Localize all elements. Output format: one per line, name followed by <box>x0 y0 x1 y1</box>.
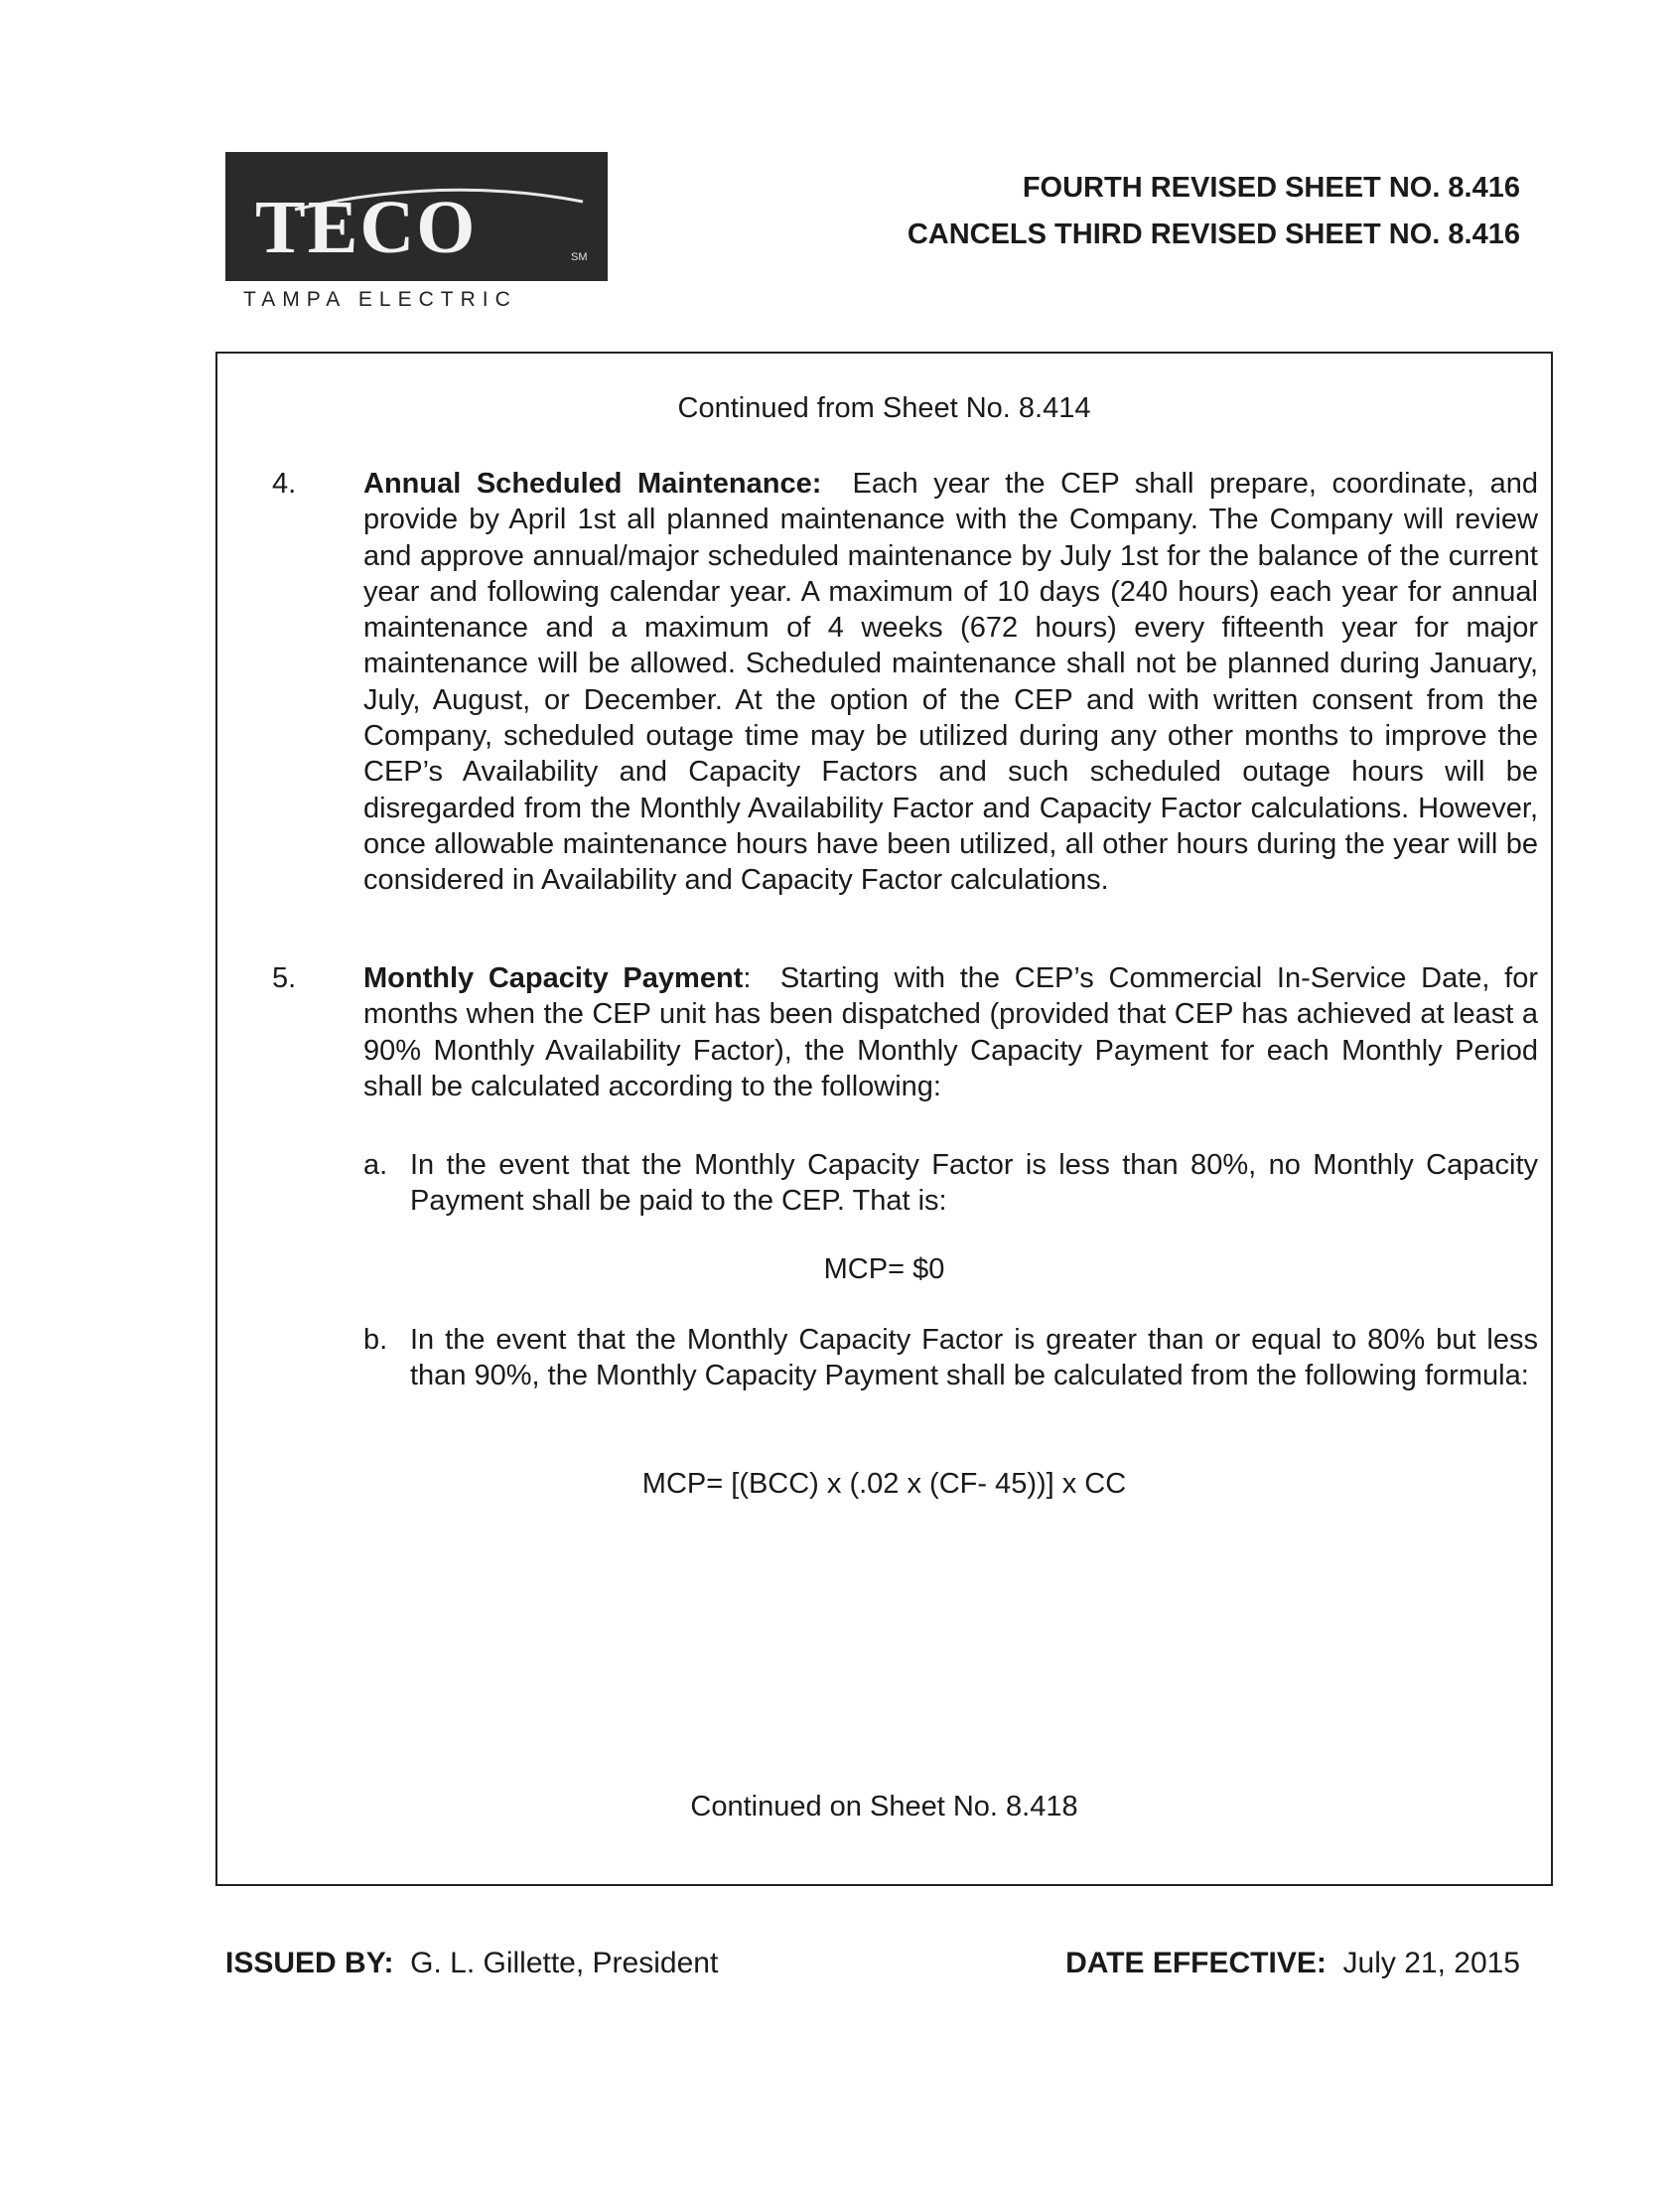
date-effective-label: DATE EFFECTIVE: <box>1065 1947 1327 1979</box>
date-effective-value: July 21, 2015 <box>1342 1947 1520 1979</box>
sub-item-letter: a. <box>363 1149 388 1181</box>
item-body <box>363 960 1538 1104</box>
sub-item-text: In the event that the Monthly Capacity Factor is greater than or equal to 80% but less than 90%, the Monthly Capacity Payment shall be calculated from the following formula: <box>410 1324 1538 1392</box>
formula-mcp-calculation: MCP= [(BCC) x (.02 x (CF- 45))] x CC <box>641 1468 1127 1500</box>
issued-by <box>225 1947 718 1980</box>
sheet-header <box>908 165 1520 258</box>
logo-wordmark: TECO <box>255 186 478 269</box>
cancels-sheet-line: CANCELS THIRD REVISED SHEET NO. 8.416 <box>907 218 1520 250</box>
item-heading-colon: : <box>743 962 752 994</box>
item-number: 4. <box>272 468 297 500</box>
formula-mcp-zero: MCP= $0 <box>823 1253 945 1285</box>
tariff-content-frame <box>215 352 1553 1886</box>
issued-by-label: ISSUED BY: <box>225 1947 394 1979</box>
sub-item-b <box>363 1322 1538 1394</box>
item-body <box>363 466 1538 899</box>
item-heading: Monthly Capacity Payment <box>363 962 744 994</box>
sub-item-letter: b. <box>363 1324 388 1356</box>
issued-by-value: G. L. Gillette, President <box>410 1947 719 1979</box>
item-heading: Annual Scheduled Maintenance: <box>363 468 822 500</box>
item-text: Each year the CEP shall prepare, coordinate, and provide by April 1st all planned maintenance with the Company. The Company will review and approve annual/major scheduled maintenance by July 1st for the balance of the current year and following calendar year. A maximum of 10 days (240 hours) each year for annual maintenance and a maximum of 4 weeks (672 hours) every fifteenth year for major maintenance will be allowed. Scheduled maintenance shall not be planned during January, July, August, or December. At the option of the CEP and with written consent from the Company, scheduled outage time may be utilized during any other months to improve the CEP’s Availability and Capacity Factors and such scheduled outage hours will be disregarded from the Monthly Availability Factor and Capacity Factor calculations. However, once allowable maintenance hours have been utilized, all other hours during the year will be considered in Availability and Capacity Factor calculations. <box>363 468 1538 897</box>
logo-trademark: SM <box>571 251 588 263</box>
continued-on-note: Continued on Sheet No. 8.418 <box>690 1791 1078 1822</box>
sheet-number-line: FOURTH REVISED SHEET NO. 8.416 <box>1022 172 1520 204</box>
logo-subtitle: TAMPA ELECTRIC <box>243 288 517 311</box>
sub-item-a <box>363 1147 1538 1220</box>
continued-from-note: Continued from Sheet No. 8.414 <box>677 392 1091 424</box>
sub-item-text: In the event that the Monthly Capacity Factor is less than 80%, no Monthly Capacity Payment shall be paid to the CEP. That is: <box>410 1149 1538 1218</box>
teco-logo <box>225 152 608 281</box>
date-effective <box>1065 1947 1520 1980</box>
item-text: Starting with the CEP’s Commercial In-Service Date, for months when the CEP unit has been dispatched (provided that CEP has achieved at least a 90% Monthly Availability Factor), the Monthly Capacity Payment for each Monthly Period shall be calculated according to the following: <box>363 962 1538 1102</box>
item-number: 5. <box>272 962 297 994</box>
